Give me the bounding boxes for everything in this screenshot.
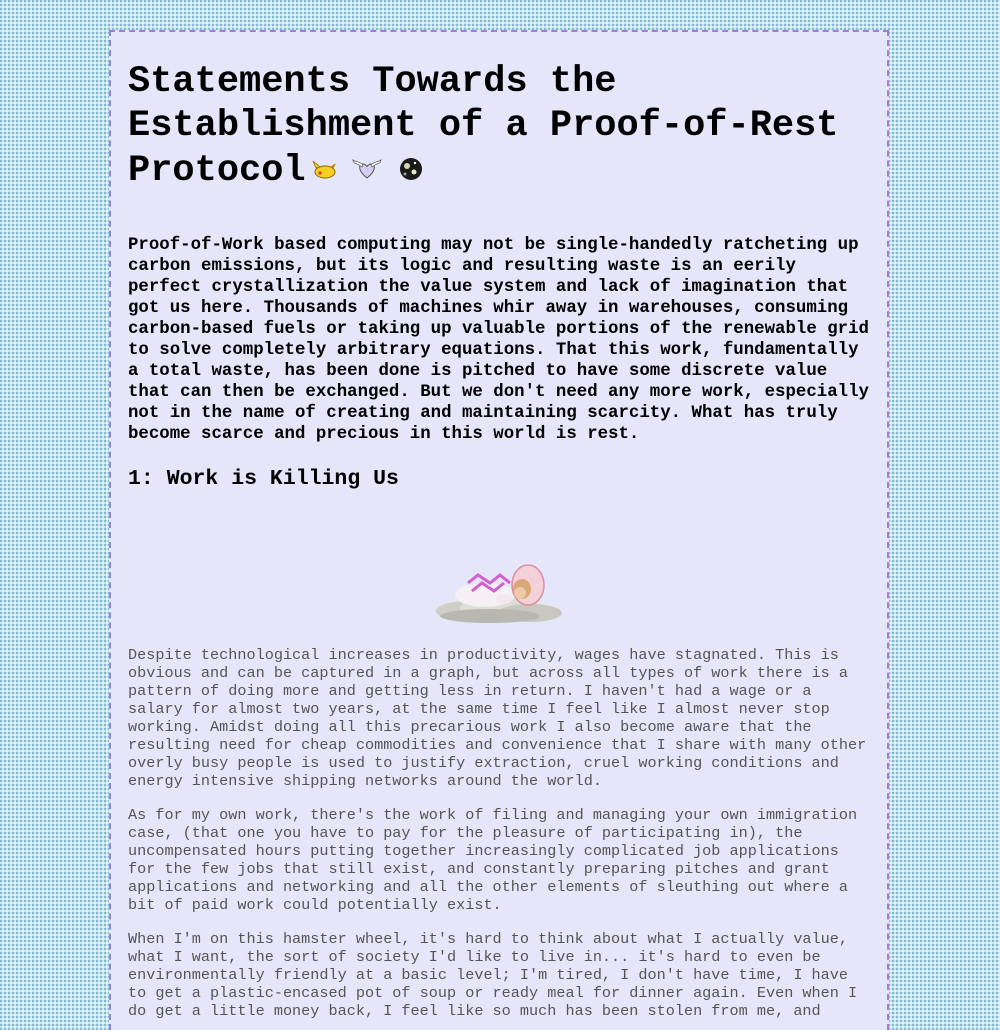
- section-heading-work-is-killing-us: 1: Work is Killing Us: [128, 466, 399, 491]
- body-paragraph-1: Despite technological increases in productivity, wages have stagnated. This is obvious and can be captured in a graph, but across all types of work there is a pattern of doing more and getting less in return. I haven't had a wage or a salary for almost two years, at the same time I feel like I almost never stop working. Amidst doing all this precarious work I also become aware that the resulting need for cheap commodities and convenience that I share with many other overly busy people is used to justify extraction, cruel working conditions and energy intensive shipping networks around the world.: [128, 645, 867, 790]
- body-paragraph-3: When I'm on this hamster wheel, it's hard to think about what I actually value, what I want, the sort of society I'd like to live in... it's hard to even be environmentally friendly at a basic level; I'm tired, I don't have time, I have to get a plastic-encased pot of soup or ready meal for dinner again. Even when I do get a little money back, I feel like so much has been stolen from me, and: [128, 929, 858, 1020]
- article-page: [109, 30, 889, 1030]
- figure-sleeping-girl: [128, 553, 871, 628]
- body-paragraph-2: As for my own work, there's the work of filing and managing your own immigration case, (that one you have to pay for the pleasure of participating in), the uncompensated hours putting together increasingly complicated job applications for the few jobs that still exist, and constantly preparing pitches and grant applications and networking and all the other elements of sleuthing out where a bit of paid work could potentially exist.: [128, 805, 858, 914]
- page-title: [128, 60, 871, 193]
- winged-heart-icon: [352, 156, 382, 182]
- sleeping-pikachu-icon: [312, 158, 338, 180]
- planet-icon: [396, 154, 426, 184]
- sleeping-girl-on-cloud-icon: [430, 553, 570, 628]
- title-icons: [312, 148, 440, 192]
- page-title-text: Statements Towards the Establishment of a Proof-of-Rest Protocol: [128, 61, 839, 192]
- intro-paragraph: Proof-of-Work based computing may not be single-handedly ratcheting up carbon emissions, but its logic and resulting waste is an eerily perfect crystallization the value system and lack of imagination that got us here. Thousands of machines whir away in warehouses, consuming carbon-based fuels or taking up valuable portions of the renewable grid to solve completely arbitrary equations. That this work, fundamentally a total waste, has been done is pitched to have some discrete value that can then be exchanged. But we don't need any more work, especially not in the name of creating and maintaining scarcity. What has truly become scarce and precious in this world is rest.: [128, 235, 869, 444]
